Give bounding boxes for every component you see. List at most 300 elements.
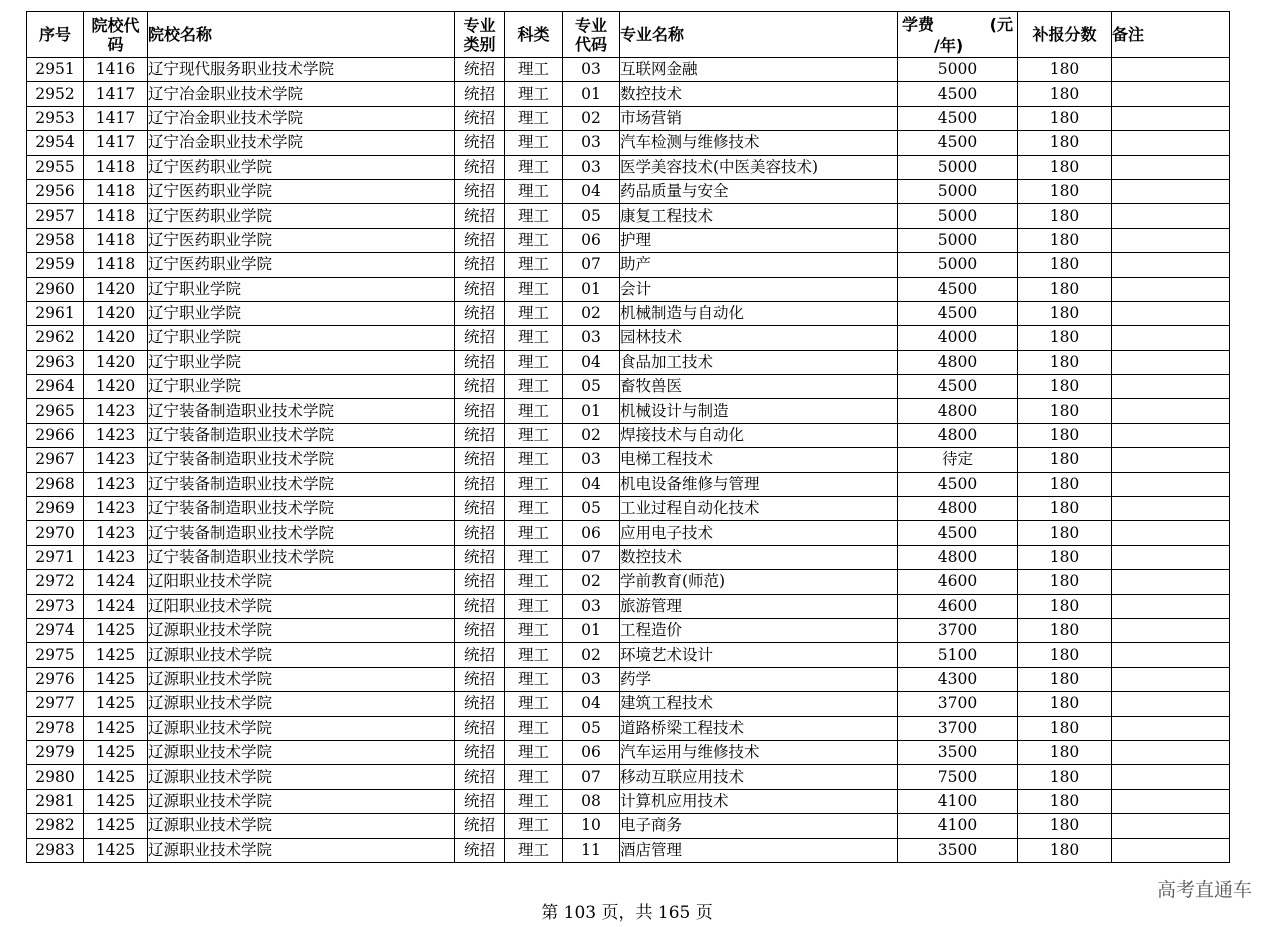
header-school-code	[84, 12, 148, 58]
cell-major-code: 03	[563, 131, 620, 155]
cell-major-type: 统招	[455, 716, 505, 740]
cell-major-code: 03	[563, 155, 620, 179]
cell-score: 180	[1018, 106, 1112, 130]
cell-major-type: 统招	[455, 618, 505, 642]
cell-school-code: 1423	[84, 497, 148, 521]
cell-school-name: 辽宁医药职业学院	[148, 155, 455, 179]
header-subject: 科类	[505, 12, 563, 58]
cell-major-code: 03	[563, 58, 620, 82]
cell-school-code: 1418	[84, 155, 148, 179]
cell-seq: 2972	[27, 570, 84, 594]
table-row	[27, 253, 1230, 277]
cell-major-type: 统招	[455, 838, 505, 862]
table-row	[27, 58, 1230, 82]
cell-major-code: 04	[563, 179, 620, 203]
cell-fee: 4500	[898, 521, 1018, 545]
table-row	[27, 399, 1230, 423]
table-row	[27, 667, 1230, 691]
cell-major-name: 应用电子技术	[620, 521, 898, 545]
header-fee-unit-bottom: /年)	[934, 36, 964, 55]
cell-score: 180	[1018, 277, 1112, 301]
cell-school-code: 1425	[84, 740, 148, 764]
cell-school-name: 辽源职业技术学院	[148, 789, 455, 813]
cell-fee: 3700	[898, 692, 1018, 716]
table-row	[27, 594, 1230, 618]
cell-major-name: 机电设备维修与管理	[620, 472, 898, 496]
cell-remark	[1112, 301, 1230, 325]
cell-major-type: 统招	[455, 594, 505, 618]
cell-school-code: 1423	[84, 448, 148, 472]
cell-major-name: 电子商务	[620, 814, 898, 838]
cell-fee: 3500	[898, 740, 1018, 764]
table-row	[27, 570, 1230, 594]
cell-major-type: 统招	[455, 350, 505, 374]
cell-school-code: 1424	[84, 594, 148, 618]
cell-major-name: 汽车检测与维修技术	[620, 131, 898, 155]
cell-seq: 2955	[27, 155, 84, 179]
cell-subject: 理工	[505, 179, 563, 203]
cell-school-code: 1420	[84, 350, 148, 374]
cell-fee: 4500	[898, 375, 1018, 399]
cell-remark	[1112, 399, 1230, 423]
table-row	[27, 838, 1230, 862]
cell-seq: 2969	[27, 497, 84, 521]
cell-school-name: 辽宁装备制造职业技术学院	[148, 545, 455, 569]
cell-major-type: 统招	[455, 155, 505, 179]
cell-school-name: 辽宁装备制造职业技术学院	[148, 448, 455, 472]
header-major-type	[455, 12, 505, 58]
table-header-row	[27, 12, 1230, 58]
header-score: 补报分数	[1018, 12, 1112, 58]
cell-fee: 5000	[898, 228, 1018, 252]
cell-subject: 理工	[505, 765, 563, 789]
cell-major-type: 统招	[455, 253, 505, 277]
cell-major-name: 计算机应用技术	[620, 789, 898, 813]
cell-seq: 2977	[27, 692, 84, 716]
cell-school-name: 辽宁装备制造职业技术学院	[148, 423, 455, 447]
cell-school-name: 辽宁冶金职业技术学院	[148, 106, 455, 130]
cell-remark	[1112, 82, 1230, 106]
table-row	[27, 789, 1230, 813]
cell-score: 180	[1018, 179, 1112, 203]
cell-subject: 理工	[505, 277, 563, 301]
cell-remark	[1112, 179, 1230, 203]
cell-major-type: 统招	[455, 277, 505, 301]
cell-fee: 4600	[898, 570, 1018, 594]
cell-major-type: 统招	[455, 692, 505, 716]
cell-subject: 理工	[505, 692, 563, 716]
cell-fee: 5000	[898, 253, 1018, 277]
cell-subject: 理工	[505, 545, 563, 569]
cell-seq: 2965	[27, 399, 84, 423]
cell-school-name: 辽宁职业学院	[148, 301, 455, 325]
cell-fee: 5000	[898, 155, 1018, 179]
cell-score: 180	[1018, 545, 1112, 569]
cell-score: 180	[1018, 716, 1112, 740]
cell-remark	[1112, 716, 1230, 740]
cell-fee: 7500	[898, 765, 1018, 789]
cell-school-code: 1425	[84, 667, 148, 691]
cell-remark	[1112, 326, 1230, 350]
cell-major-type: 统招	[455, 765, 505, 789]
cell-score: 180	[1018, 326, 1112, 350]
cell-remark	[1112, 155, 1230, 179]
admission-table	[26, 11, 1230, 863]
cell-score: 180	[1018, 448, 1112, 472]
table-row	[27, 618, 1230, 642]
cell-score: 180	[1018, 253, 1112, 277]
cell-major-type: 统招	[455, 472, 505, 496]
cell-major-name: 食品加工技术	[620, 350, 898, 374]
cell-seq: 2961	[27, 301, 84, 325]
cell-school-name: 辽宁医药职业学院	[148, 204, 455, 228]
cell-major-code: 04	[563, 472, 620, 496]
cell-fee: 4000	[898, 326, 1018, 350]
cell-school-code: 1417	[84, 82, 148, 106]
table-row	[27, 326, 1230, 350]
cell-major-name: 酒店管理	[620, 838, 898, 862]
table-row	[27, 716, 1230, 740]
cell-score: 180	[1018, 814, 1112, 838]
table-row	[27, 545, 1230, 569]
cell-fee: 4800	[898, 423, 1018, 447]
cell-seq: 2973	[27, 594, 84, 618]
cell-remark	[1112, 58, 1230, 82]
cell-major-type: 统招	[455, 58, 505, 82]
cell-fee: 4800	[898, 350, 1018, 374]
cell-remark	[1112, 838, 1230, 862]
cell-remark	[1112, 643, 1230, 667]
cell-fee: 4500	[898, 472, 1018, 496]
cell-remark	[1112, 667, 1230, 691]
cell-major-name: 会计	[620, 277, 898, 301]
cell-major-type: 统招	[455, 570, 505, 594]
cell-score: 180	[1018, 131, 1112, 155]
cell-score: 180	[1018, 204, 1112, 228]
cell-major-code: 05	[563, 204, 620, 228]
cell-seq: 2962	[27, 326, 84, 350]
header-remark: 备注	[1112, 12, 1230, 58]
cell-major-name: 建筑工程技术	[620, 692, 898, 716]
cell-major-code: 05	[563, 375, 620, 399]
cell-fee: 4800	[898, 399, 1018, 423]
cell-major-code: 01	[563, 399, 620, 423]
cell-score: 180	[1018, 692, 1112, 716]
cell-major-name: 园林技术	[620, 326, 898, 350]
cell-school-name: 辽源职业技术学院	[148, 765, 455, 789]
cell-major-type: 统招	[455, 643, 505, 667]
cell-major-type: 统招	[455, 131, 505, 155]
cell-major-name: 学前教育(师范)	[620, 570, 898, 594]
cell-subject: 理工	[505, 106, 563, 130]
cell-major-name: 市场营销	[620, 106, 898, 130]
cell-seq: 2971	[27, 545, 84, 569]
cell-fee: 5000	[898, 204, 1018, 228]
cell-fee: 4500	[898, 277, 1018, 301]
table-row	[27, 375, 1230, 399]
cell-school-code: 1424	[84, 570, 148, 594]
cell-major-code: 02	[563, 643, 620, 667]
cell-remark	[1112, 472, 1230, 496]
table-row	[27, 301, 1230, 325]
cell-fee: 4800	[898, 545, 1018, 569]
cell-school-name: 辽源职业技术学院	[148, 667, 455, 691]
cell-major-code: 01	[563, 277, 620, 301]
cell-major-type: 统招	[455, 228, 505, 252]
cell-seq: 2958	[27, 228, 84, 252]
cell-major-type: 统招	[455, 789, 505, 813]
cell-major-type: 统招	[455, 326, 505, 350]
cell-score: 180	[1018, 765, 1112, 789]
cell-seq: 2982	[27, 814, 84, 838]
cell-seq: 2952	[27, 82, 84, 106]
cell-major-name: 助产	[620, 253, 898, 277]
cell-school-code: 1420	[84, 375, 148, 399]
cell-subject: 理工	[505, 667, 563, 691]
cell-school-name: 辽宁医药职业学院	[148, 228, 455, 252]
cell-major-name: 机械设计与制造	[620, 399, 898, 423]
cell-fee: 4100	[898, 814, 1018, 838]
cell-major-code: 02	[563, 301, 620, 325]
cell-major-name: 互联网金融	[620, 58, 898, 82]
cell-subject: 理工	[505, 326, 563, 350]
cell-major-name: 旅游管理	[620, 594, 898, 618]
cell-school-code: 1417	[84, 106, 148, 130]
cell-fee: 4300	[898, 667, 1018, 691]
cell-subject: 理工	[505, 399, 563, 423]
cell-major-name: 电梯工程技术	[620, 448, 898, 472]
cell-score: 180	[1018, 643, 1112, 667]
table-row	[27, 179, 1230, 203]
cell-subject: 理工	[505, 155, 563, 179]
cell-subject: 理工	[505, 789, 563, 813]
cell-seq: 2975	[27, 643, 84, 667]
cell-fee: 5000	[898, 179, 1018, 203]
cell-remark	[1112, 131, 1230, 155]
cell-major-code: 06	[563, 740, 620, 764]
cell-major-type: 统招	[455, 423, 505, 447]
cell-major-code: 06	[563, 521, 620, 545]
cell-score: 180	[1018, 472, 1112, 496]
cell-school-code: 1425	[84, 618, 148, 642]
cell-school-code: 1418	[84, 204, 148, 228]
cell-score: 180	[1018, 423, 1112, 447]
cell-score: 180	[1018, 618, 1112, 642]
header-fee-label: 学费	[902, 15, 935, 34]
cell-school-name: 辽源职业技术学院	[148, 814, 455, 838]
cell-subject: 理工	[505, 740, 563, 764]
cell-subject: 理工	[505, 131, 563, 155]
cell-major-name: 环境艺术设计	[620, 643, 898, 667]
cell-major-type: 统招	[455, 82, 505, 106]
cell-remark	[1112, 545, 1230, 569]
cell-remark	[1112, 497, 1230, 521]
cell-subject: 理工	[505, 497, 563, 521]
cell-school-name: 辽源职业技术学院	[148, 643, 455, 667]
cell-major-code: 01	[563, 618, 620, 642]
table-body	[27, 58, 1230, 863]
cell-fee: 4500	[898, 301, 1018, 325]
table-row	[27, 472, 1230, 496]
table-row	[27, 350, 1230, 374]
cell-major-code: 04	[563, 350, 620, 374]
cell-school-name: 辽宁现代服务职业技术学院	[148, 58, 455, 82]
cell-seq: 2968	[27, 472, 84, 496]
table-row	[27, 155, 1230, 179]
cell-subject: 理工	[505, 594, 563, 618]
cell-subject: 理工	[505, 228, 563, 252]
cell-score: 180	[1018, 301, 1112, 325]
cell-major-name: 数控技术	[620, 545, 898, 569]
table-row	[27, 204, 1230, 228]
cell-school-code: 1425	[84, 814, 148, 838]
cell-school-code: 1417	[84, 131, 148, 155]
cell-major-code: 07	[563, 765, 620, 789]
cell-school-code: 1425	[84, 789, 148, 813]
cell-major-code: 07	[563, 253, 620, 277]
cell-remark	[1112, 789, 1230, 813]
cell-remark	[1112, 521, 1230, 545]
cell-fee: 3700	[898, 618, 1018, 642]
cell-seq: 2974	[27, 618, 84, 642]
cell-subject: 理工	[505, 82, 563, 106]
cell-school-name: 辽宁医药职业学院	[148, 179, 455, 203]
cell-school-name: 辽宁装备制造职业技术学院	[148, 472, 455, 496]
cell-remark	[1112, 277, 1230, 301]
cell-major-code: 03	[563, 448, 620, 472]
cell-major-code: 01	[563, 82, 620, 106]
cell-major-name: 工程造价	[620, 618, 898, 642]
cell-school-name: 辽阳职业技术学院	[148, 594, 455, 618]
cell-score: 180	[1018, 399, 1112, 423]
cell-school-code: 1418	[84, 179, 148, 203]
cell-school-code: 1423	[84, 545, 148, 569]
cell-major-name: 机械制造与自动化	[620, 301, 898, 325]
cell-school-code: 1423	[84, 521, 148, 545]
header-fee-unit-top: (元	[989, 15, 1013, 34]
cell-seq: 2959	[27, 253, 84, 277]
cell-school-code: 1420	[84, 301, 148, 325]
cell-score: 180	[1018, 497, 1112, 521]
cell-remark	[1112, 106, 1230, 130]
cell-fee: 5100	[898, 643, 1018, 667]
cell-subject: 理工	[505, 350, 563, 374]
cell-seq: 2960	[27, 277, 84, 301]
cell-score: 180	[1018, 789, 1112, 813]
cell-school-name: 辽源职业技术学院	[148, 838, 455, 862]
cell-school-code: 1425	[84, 643, 148, 667]
cell-major-code: 11	[563, 838, 620, 862]
header-major-name: 专业名称	[620, 12, 898, 58]
cell-major-name: 药学	[620, 667, 898, 691]
cell-major-code: 05	[563, 716, 620, 740]
cell-score: 180	[1018, 375, 1112, 399]
cell-seq: 2954	[27, 131, 84, 155]
cell-school-name: 辽源职业技术学院	[148, 618, 455, 642]
cell-school-name: 辽源职业技术学院	[148, 740, 455, 764]
cell-major-code: 07	[563, 545, 620, 569]
table-row	[27, 106, 1230, 130]
cell-score: 180	[1018, 155, 1112, 179]
cell-score: 180	[1018, 838, 1112, 862]
cell-school-code: 1418	[84, 253, 148, 277]
cell-score: 180	[1018, 594, 1112, 618]
cell-major-type: 统招	[455, 399, 505, 423]
table-row	[27, 692, 1230, 716]
cell-fee: 4800	[898, 497, 1018, 521]
header-major-code-text: 专业代码	[574, 15, 607, 54]
cell-school-name: 辽宁装备制造职业技术学院	[148, 521, 455, 545]
cell-major-type: 统招	[455, 375, 505, 399]
table-row	[27, 82, 1230, 106]
header-major-code	[563, 12, 620, 58]
cell-major-name: 畜牧兽医	[620, 375, 898, 399]
cell-seq: 2966	[27, 423, 84, 447]
cell-seq: 2983	[27, 838, 84, 862]
cell-major-type: 统招	[455, 497, 505, 521]
cell-school-name: 辽源职业技术学院	[148, 692, 455, 716]
header-major-type-text: 专业类别	[463, 15, 496, 54]
cell-school-name: 辽宁冶金职业技术学院	[148, 82, 455, 106]
table-row	[27, 448, 1230, 472]
cell-remark	[1112, 594, 1230, 618]
cell-subject: 理工	[505, 301, 563, 325]
cell-school-name: 辽宁医药职业学院	[148, 253, 455, 277]
cell-score: 180	[1018, 570, 1112, 594]
cell-school-name: 辽宁职业学院	[148, 277, 455, 301]
table-row	[27, 497, 1230, 521]
cell-seq: 2978	[27, 716, 84, 740]
cell-school-code: 1423	[84, 399, 148, 423]
table-row	[27, 423, 1230, 447]
watermark: 高考直通车	[1156, 879, 1252, 901]
cell-school-name: 辽宁职业学院	[148, 350, 455, 374]
cell-school-code: 1425	[84, 838, 148, 862]
cell-fee: 3500	[898, 838, 1018, 862]
cell-subject: 理工	[505, 814, 563, 838]
cell-score: 180	[1018, 740, 1112, 764]
cell-major-code: 03	[563, 326, 620, 350]
cell-subject: 理工	[505, 58, 563, 82]
cell-score: 180	[1018, 228, 1112, 252]
cell-seq: 2951	[27, 58, 84, 82]
cell-fee: 4500	[898, 82, 1018, 106]
cell-major-type: 统招	[455, 179, 505, 203]
cell-school-code: 1420	[84, 326, 148, 350]
cell-major-code: 03	[563, 667, 620, 691]
cell-remark	[1112, 228, 1230, 252]
cell-subject: 理工	[505, 643, 563, 667]
cell-fee: 4500	[898, 131, 1018, 155]
header-seq: 序号	[27, 12, 84, 58]
cell-fee: 4600	[898, 594, 1018, 618]
cell-fee: 待定	[898, 448, 1018, 472]
header-school-code-text: 院校代码	[91, 15, 140, 54]
cell-remark	[1112, 570, 1230, 594]
cell-school-name: 辽宁冶金职业技术学院	[148, 131, 455, 155]
cell-major-code: 03	[563, 594, 620, 618]
cell-remark	[1112, 814, 1230, 838]
cell-fee: 4100	[898, 789, 1018, 813]
cell-school-code: 1418	[84, 228, 148, 252]
cell-seq: 2980	[27, 765, 84, 789]
cell-major-name: 康复工程技术	[620, 204, 898, 228]
cell-remark	[1112, 740, 1230, 764]
cell-seq: 2957	[27, 204, 84, 228]
cell-school-code: 1423	[84, 472, 148, 496]
cell-seq: 2976	[27, 667, 84, 691]
cell-major-type: 统招	[455, 667, 505, 691]
